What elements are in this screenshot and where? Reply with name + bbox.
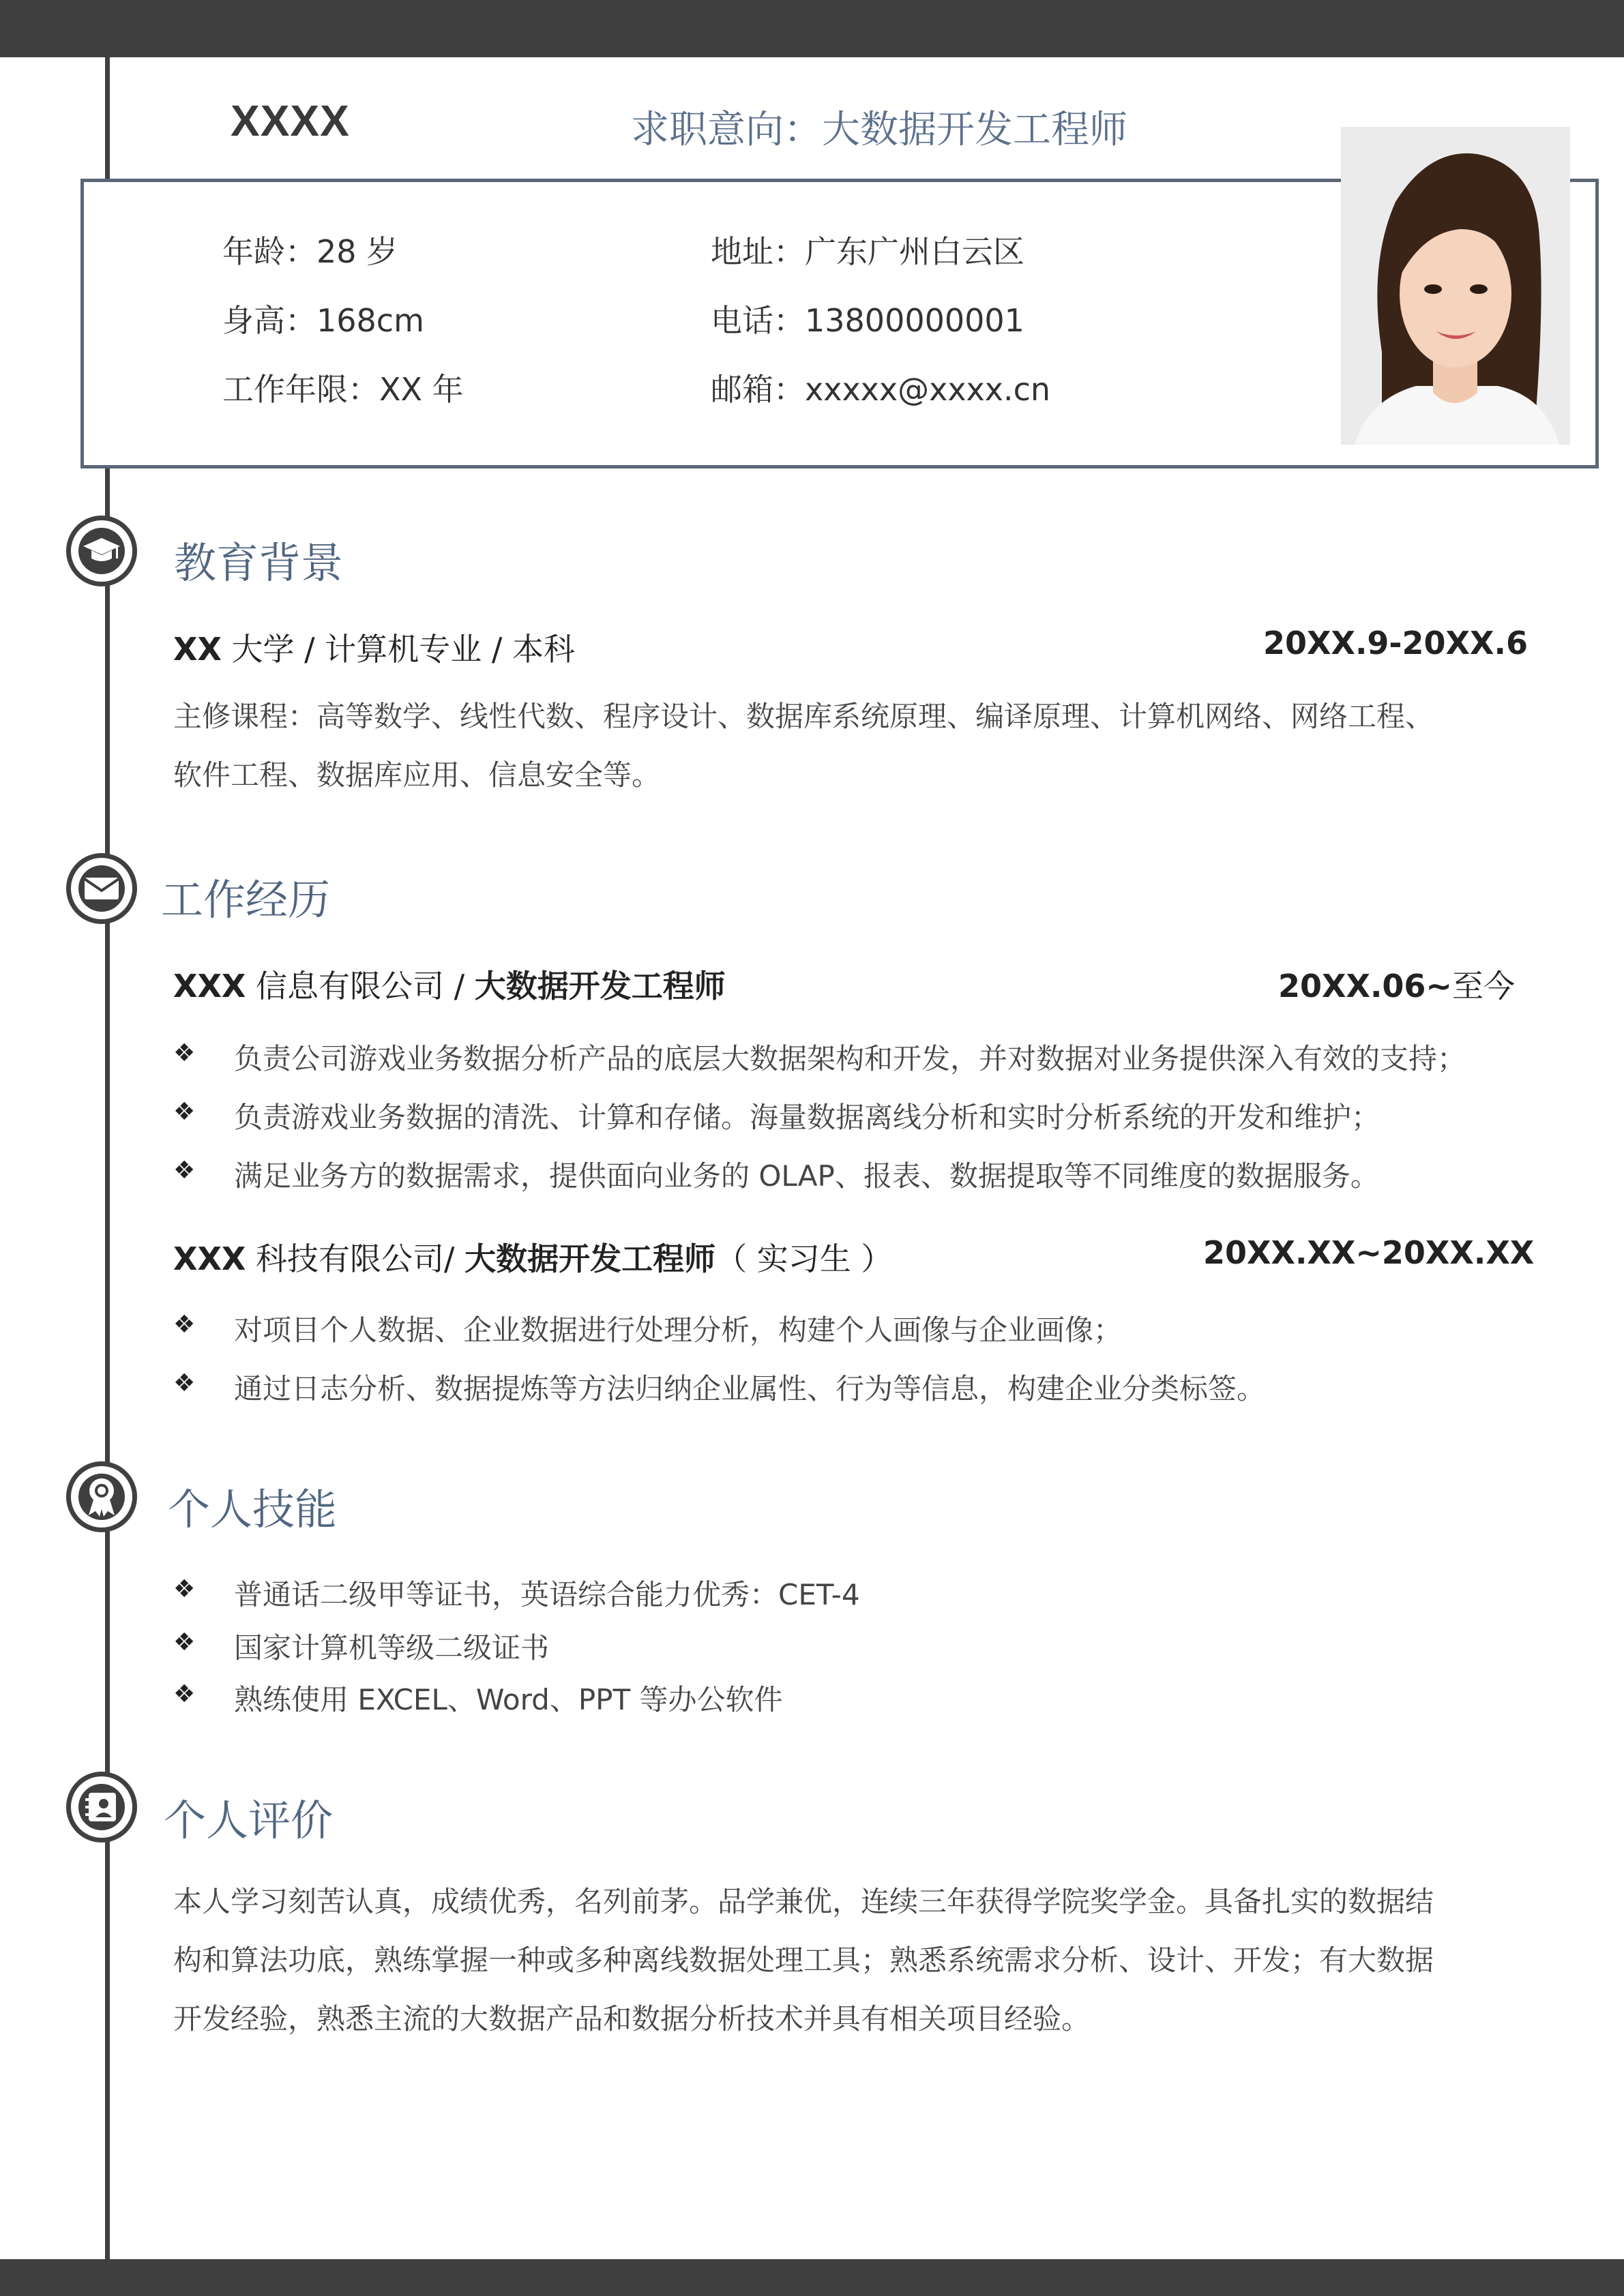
evaluation-line-3: 开发经验，熟悉主流的大数据产品和数据分析技术并具有相关项目经验。 — [173, 2002, 1091, 2036]
job-1-period-end: 至今 — [1451, 968, 1515, 1004]
job-2-role-suffix: （ 实习生 ） — [715, 1240, 893, 1277]
job-1-bullet-2: 负责游戏业务数据的清洗、计算和存储。海量数据离线分析和实时分析系统的开发和维护； — [234, 1101, 1381, 1134]
bullet-icon: ❖ — [173, 1157, 196, 1184]
graduation-cap-icon — [83, 537, 120, 565]
info-age: 年龄：28 岁 — [222, 233, 398, 270]
courses-line-2: 软件工程、数据库应用、信息安全等。 — [173, 758, 661, 792]
job-1-period — [1278, 961, 1515, 1007]
job-2-bullet-2: 通过日志分析、数据提炼等方法归纳企业属性、行为等信息，构建企业分类标签。 — [234, 1372, 1266, 1405]
skill-item-3: 熟练使用 EXCEL、Word、PPT 等办公软件 — [234, 1683, 783, 1716]
job-1-bullet-3: 满足业务方的数据需求，提供面向业务的 OLAP、报表、数据提取等不同维度的数据服务。 — [234, 1159, 1379, 1193]
bullet-icon: ❖ — [173, 1680, 196, 1708]
evaluation-section-icon — [66, 1772, 137, 1843]
skills-title: 个人技能 — [168, 1485, 338, 1534]
bullet-icon: ❖ — [173, 1628, 196, 1656]
contact-card-icon — [85, 1791, 119, 1823]
education-courses — [173, 687, 1537, 805]
info-address: 地址：广东广州白云区 — [711, 233, 1024, 270]
job-1-role: 大数据开发工程师 — [474, 968, 726, 1004]
bullet-icon: ❖ — [173, 1098, 196, 1126]
job-1-company: 信息有限公司 / — [246, 968, 475, 1004]
education-title: 教育背景 — [174, 538, 344, 588]
profile-photo — [1341, 127, 1570, 445]
info-work-years: 工作年限：XX 年 — [222, 371, 464, 408]
skills-section-icon — [66, 1461, 137, 1532]
school-name: XX — [173, 631, 222, 668]
job-2-period: 20XX.XX~20XX.XX — [1203, 1234, 1535, 1271]
bullet-icon: ❖ — [173, 1311, 196, 1339]
work-title: 工作经历 — [161, 875, 331, 925]
top-bar — [0, 0, 1624, 57]
award-ribbon-icon — [86, 1476, 117, 1518]
job-2-header — [173, 1234, 892, 1279]
envelope-icon — [84, 877, 119, 900]
info-height: 身高：168cm — [222, 302, 424, 339]
job-2-bullet-1: 对项目个人数据、企业数据进行处理分析，构建个人画像与企业画像； — [234, 1313, 1123, 1347]
work-section-icon — [66, 853, 137, 924]
bullet-icon: ❖ — [173, 1575, 196, 1603]
evaluation-line-1: 本人学习刻苦认真，成绩优秀，名列前茅。品学兼优，连续三年获得学院奖学金。具备扎实的数据结 — [173, 1885, 1434, 1918]
candidate-name: XXXX — [231, 96, 350, 145]
job-2-company: 科技有限公司/ — [246, 1240, 465, 1277]
courses-line-1: 主修课程：高等数学、线性代数、程序设计、数据库系统原理、编译原理、计算机网络、网络工程、 — [173, 700, 1434, 733]
job-1-header — [173, 961, 726, 1007]
info-email: 邮箱：xxxxx@xxxx.cn — [711, 371, 1051, 408]
evaluation-text — [173, 1873, 1537, 2048]
education-school-line — [173, 625, 575, 670]
school-major-degree: 大学 / 计算机专业 / 本科 — [221, 631, 576, 668]
evaluation-title: 个人评价 — [164, 1795, 334, 1845]
education-section-icon — [66, 516, 137, 586]
evaluation-line-2: 构和算法功底，熟练掌握一种或多种离线数据处理工具；熟悉系统需求分析、设计、开发；有大数据 — [173, 1943, 1434, 1977]
skill-item-1: 普通话二级甲等证书，英语综合能力优秀：CET-4 — [234, 1578, 860, 1611]
job-1-company-prefix: XXX — [173, 968, 246, 1004]
info-phone: 电话：13800000001 — [711, 302, 1024, 339]
job-1-bullet-1: 负责公司游戏业务数据分析产品的底层大数据架构和开发，并对数据对业务提供深入有效的支持； — [234, 1042, 1466, 1075]
job-intent: 求职意向：大数据开发工程师 — [631, 108, 1127, 152]
job-1-period-start: 20XX.06~ — [1278, 968, 1452, 1004]
education-period: 20XX.9-20XX.6 — [1263, 625, 1528, 661]
job-2-role: 大数据开发工程师 — [464, 1240, 716, 1277]
bottom-bar — [0, 2259, 1624, 2296]
skill-item-2: 国家计算机等级二级证书 — [234, 1631, 550, 1665]
bullet-icon: ❖ — [173, 1039, 196, 1067]
bullet-icon: ❖ — [173, 1369, 196, 1397]
job-2-company-prefix: XXX — [173, 1240, 246, 1277]
